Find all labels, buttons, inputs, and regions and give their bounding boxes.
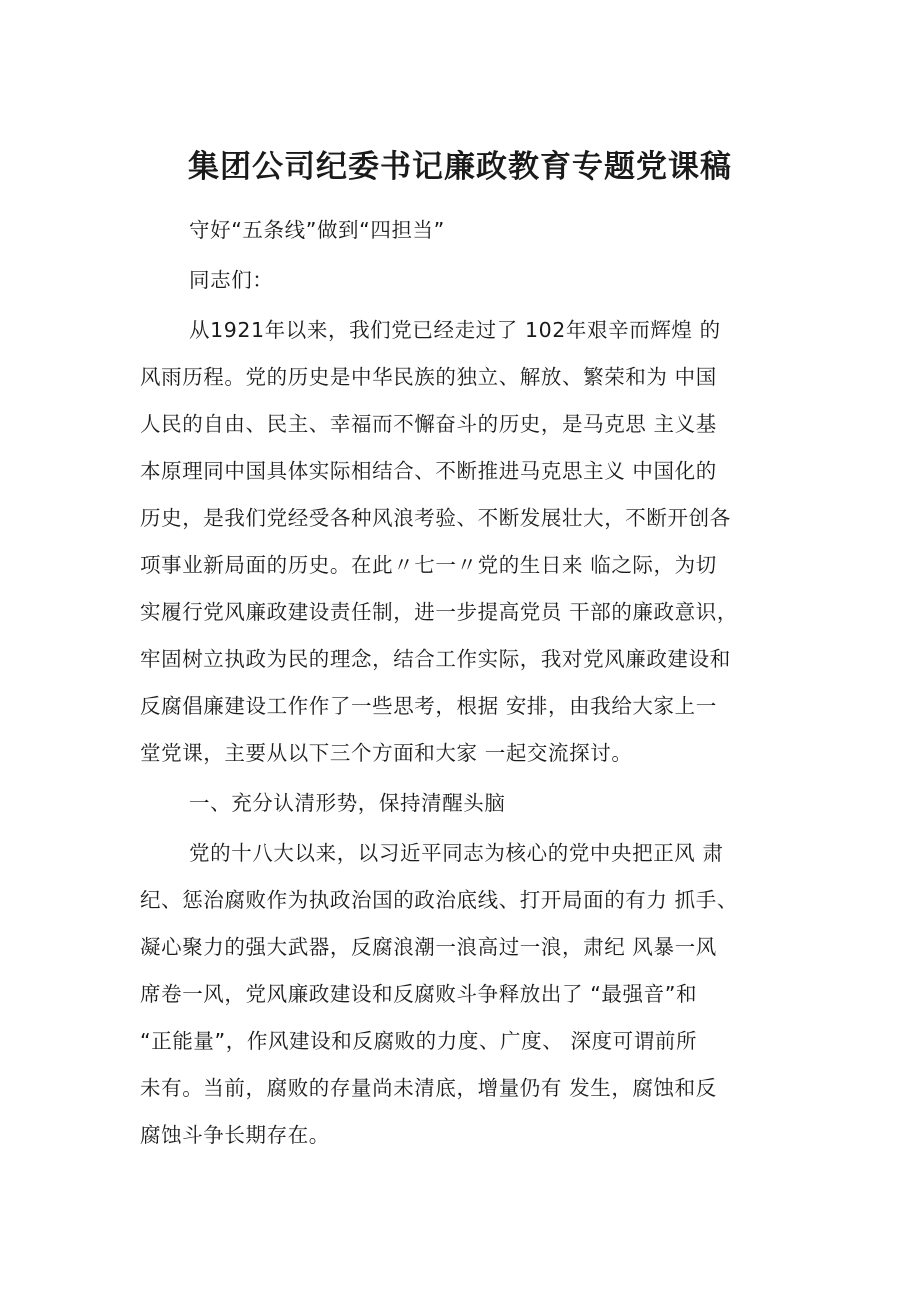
paragraph-1-line: 历史，是我们党经受各种风浪考验、不断发展壮大，不断开创各	[140, 506, 731, 530]
paragraph-1-line: 牢固树立执政为民的理念，结合工作实际，我对党风廉政建设和	[140, 647, 731, 671]
paragraph-1-line: 实履行党风廉政建设责任制，进一步提高党员 干部的廉政意识，	[140, 600, 738, 624]
paragraph-1-line: 本原理同中国具体实际相结合、不断推进马克思主义 中国化的	[140, 459, 717, 483]
paragraph-2-line: 未有。当前，腐败的存量尚未清底，增量仍有 发生，腐蚀和反	[140, 1076, 717, 1100]
paragraph-2-line: 凝心聚力的强大武器，反腐浪潮一浪高过一浪，肃纪 风暴一风	[140, 935, 717, 959]
paragraph-2-line: 党的十八大以来，以习近平同志为核心的党中央把正风 肃	[189, 841, 724, 865]
paragraph-1-line: 从1921年以来，我们党已经走过了 102年艰辛而辉煌 的	[189, 318, 721, 342]
paragraph-2-line: 席卷一风，党风廉政建设和反腐败斗争释放出了 “最强音”和	[140, 982, 698, 1006]
paragraph-1-line: 项事业新局面的历史。在此〃七一〃党的生日来 临之际，为切	[140, 553, 717, 577]
section-1-heading: 一、充分认清形势，保持清醒头脑	[189, 791, 506, 815]
document-title: 集团公司纪委书记廉政教育专题党课稿	[188, 149, 732, 185]
paragraph-2-line: 腐蚀斗争长期存在。	[140, 1123, 330, 1147]
paragraph-1-line: 堂党课，主要从以下三个方面和大家 一起交流探讨。	[140, 741, 633, 765]
paragraph-2-line: “正能量”，作风建设和反腐败的力度、广度、 深度可谓前所	[140, 1029, 698, 1053]
paragraph-1-line: 反腐倡廉建设工作作了一些思考，根据 安排，由我给大家上一	[140, 694, 717, 718]
salutation: 同志们：	[189, 268, 274, 292]
paragraph-1-line: 风雨历程。党的历史是中华民族的独立、解放、繁荣和为 中国	[140, 365, 717, 389]
document-subtitle: 守好“五条线”做到“四担当”	[189, 218, 445, 242]
paragraph-1-line: 人民的自由、民主、幸福而不懈奋斗的历史，是马克思 主义基	[140, 412, 717, 436]
paragraph-2-line: 纪、惩治腐败作为执政治国的政治底线、打开局面的有力 抓手、	[140, 888, 738, 912]
